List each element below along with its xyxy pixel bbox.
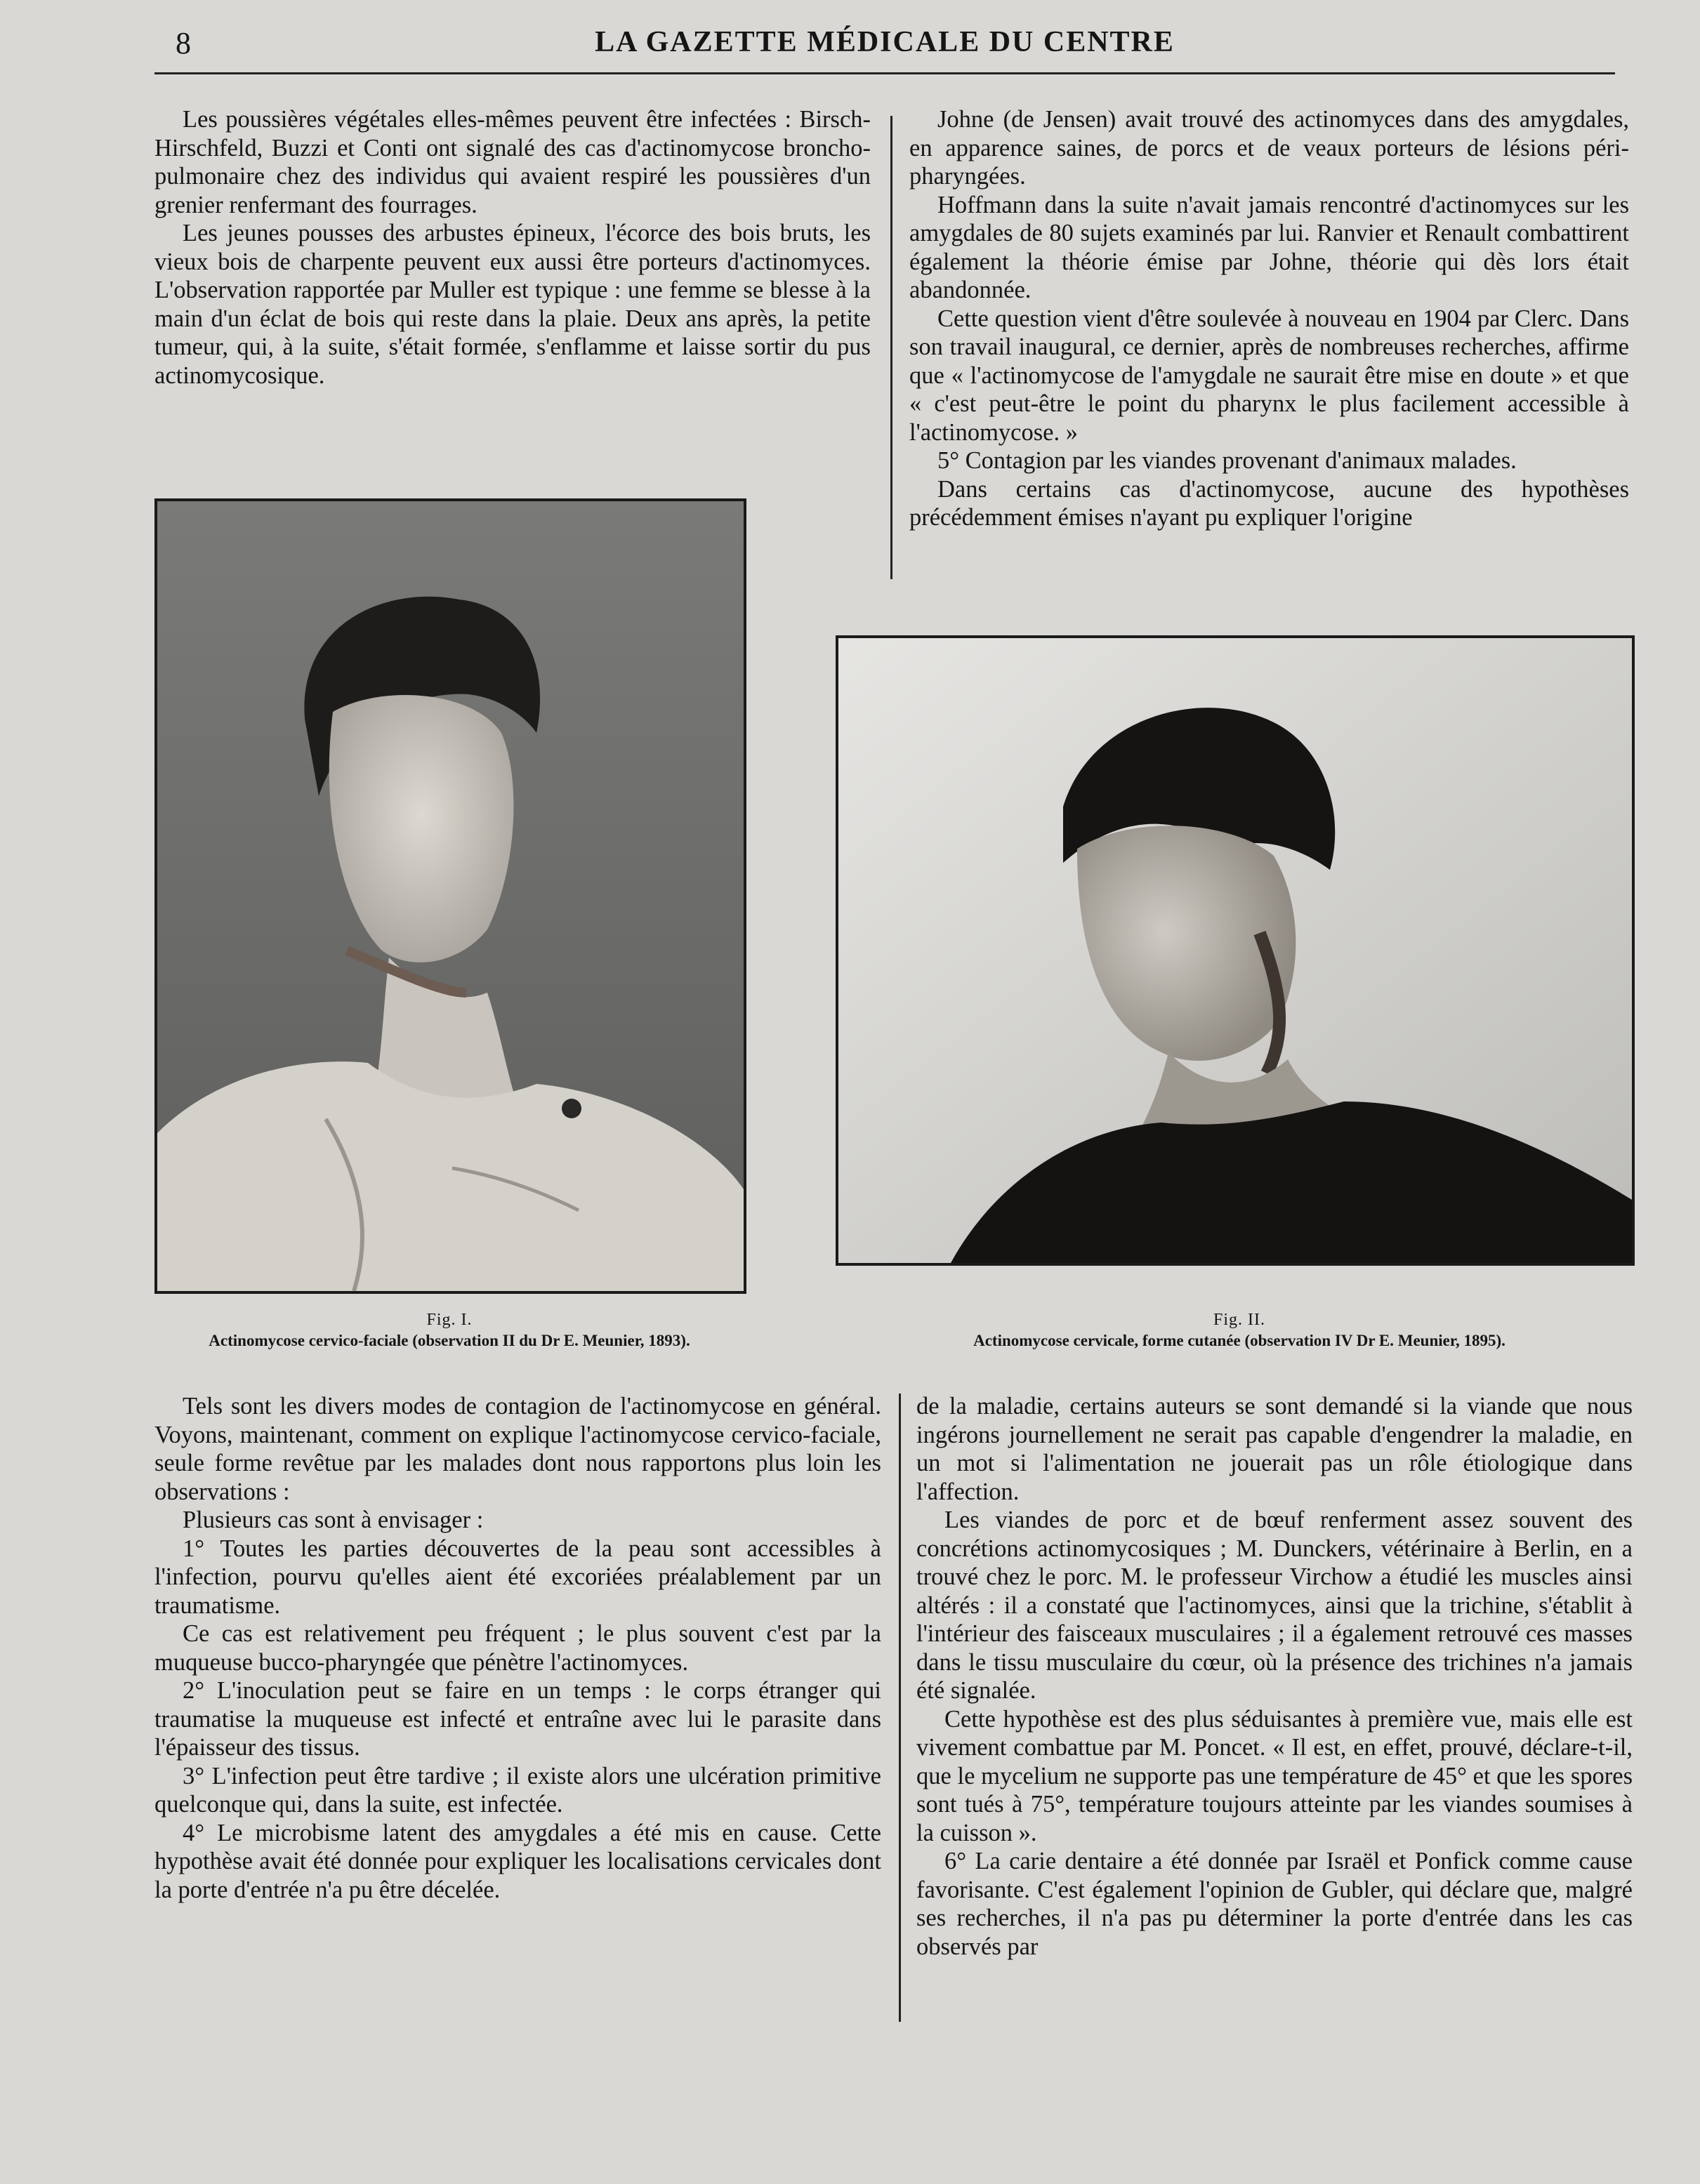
page-header (154, 20, 1615, 69)
figure-1-photo (154, 498, 746, 1294)
figure-1-caption (119, 1309, 779, 1351)
figure-caption-text: Actinomycose cervicale, forme cutanée (observation IV Dr E. Meunier, 1895). (973, 1332, 1505, 1349)
paragraph: 5° Contagion par les viandes provenant d'animaux malades. (937, 447, 1517, 474)
paragraph: Plusieurs cas sont à envisager : (183, 1507, 484, 1533)
column-top-right (909, 105, 1629, 532)
paragraph: Ce cas est relativement peu fréquent ; le plus souvent c'est par la muqueuse bucco-pharyngée que pénètre l'actinomyces. (154, 1620, 881, 1676)
paragraph: Johne (de Jensen) avait trouvé des actinomyces dans des amygdales, en apparence saines, de porcs et de veaux porteurs de lésions péri-pharyngées. (909, 106, 1629, 190)
figure-caption-text: Actinomycose cervico-faciale (observation II du Dr E. Meunier, 1893). (209, 1332, 690, 1349)
paragraph: 4° Le microbisme latent des amygdales a été mis en cause. Cette hypothèse avait été donnée pour expliquer les localisations cervicales dont la porte d'entrée n'a pu être décelée. (154, 1819, 881, 1903)
paragraph: Les poussières végétales elles-mêmes peuvent être infectées : Birsch-Hirschfeld, Buzzi et Conti ont signalé des cas d'actinomycose broncho-pulmonaire chez des individus qui avaient respiré les poussières d'un grenier renfermant des fourrages. (154, 106, 871, 218)
figure-label: Fig. I. (426, 1311, 473, 1329)
paragraph: 2° L'inoculation peut se faire en un temps : le corps étranger qui traumatise la muqueuse est infecté et entraîne avec lui le parasite dans l'épaisseur des tissus. (154, 1677, 881, 1761)
paragraph: 3° L'infection peut être tardive ; il existe alors une ulcération primitive quelconque qui, dans la suite, est infectée. (154, 1762, 881, 1818)
running-title: LA GAZETTE MÉDICALE DU CENTRE (595, 26, 1175, 58)
column-rule (890, 116, 892, 579)
column-bottom-left (154, 1392, 881, 1904)
figure-label: Fig. II. (1213, 1311, 1265, 1329)
patient-photo-2 (838, 638, 1632, 1263)
figure-2-photo (836, 635, 1635, 1266)
header-rule (154, 72, 1615, 74)
paragraph: Cette hypothèse est des plus séduisantes à première vue, mais elle est vivement combattue par M. Poncet. « Il est, en effet, prouvé, déclare-t-il, que le mycelium ne supporte pas une température de 45° et que les spores sont tués à 75°, température toujours atteinte par les viandes soumises à la cuisson ». (916, 1705, 1633, 1846)
paragraph: Les viandes de porc et de bœuf renferment assez souvent des concrétions actinomycosiques ; M. Dunckers, vétérinaire à Berlin, en a trouvé chez le porc. M. le professeur Virchow a étudié les muscles ainsi altérés : il a constaté que l'actinomyces, ainsi que la trichine, s'établit à l'intérieur des faisceaux musculaires ; il a également retrouvé ces masses dans le tissu musculaire du cœur, où la présence des trichines n'a jamais été signalée. (916, 1507, 1633, 1704)
paragraph: Les jeunes pousses des arbustes épineux, l'écorce des bois bruts, les vieux bois de charpente peuvent eux aussi être porteurs d'actinomyces. L'observation rapportée par Muller est typique : une femme se blesse à la main d'un éclat de bois qui reste dans la plaie. Deux ans après, la petite tumeur, qui, à la suite, s'était formée, s'enflamme et laisse sortir du pus actinomycosique. (154, 220, 871, 389)
paragraph: 6° La carie dentaire a été donnée par Israël et Ponfick comme cause favorisante. C'est également l'opinion de Gubler, qui déclare que, malgré ses recherches, il n'a pas pu déterminer la porte d'entrée dans les cas observés par (916, 1848, 1633, 1960)
paragraph: Dans certains cas d'actinomycose, aucune des hypothèses précédemment émises n'ayant pu expliquer l'origine (909, 475, 1629, 531)
column-top-left (154, 105, 871, 390)
page-number: 8 (176, 26, 191, 60)
paragraph: 1° Toutes les parties découvertes de la peau sont accessibles à l'infection, pourvu qu'elles aient été excoriées préalablement par un traumatisme. (154, 1535, 881, 1619)
paragraph: de la maladie, certains auteurs se sont demandé si la viande que nous ingérons journellement ne serait pas capable d'engendrer la maladie, en un mot si l'alimentation ne jouerait pas un rôle étiologique dans l'affection. (916, 1393, 1633, 1505)
patient-photo-1 (157, 501, 744, 1291)
paragraph: Tels sont les divers modes de contagion de l'actinomycose en général. Voyons, maintenant, comment on explique l'actinomycose cervico-faciale, seule forme revêtue par les malades dont nous rapportons plus loin les observations : (154, 1393, 881, 1505)
paragraph: Cette question vient d'être soulevée à nouveau en 1904 par Clerc. Dans son travail inaugural, ce dernier, après de nombreuses recherches, affirme que « l'actinomycose de l'amygdale ne saurait être mise en doute » et que « c'est peut-être le point du pharynx le plus facilement accessible à l'actinomycose. » (909, 305, 1629, 446)
column-rule (899, 1394, 901, 2022)
figure-2-caption (857, 1309, 1622, 1351)
paragraph: Hoffmann dans la suite n'avait jamais rencontré d'actinomyces sur les amygdales de 80 sujets examinés par lui. Ranvier et Renault combattirent également la théorie émise par Johne, théorie qui dès lors était abandonnée. (909, 191, 1629, 303)
column-bottom-right (916, 1392, 1633, 1961)
